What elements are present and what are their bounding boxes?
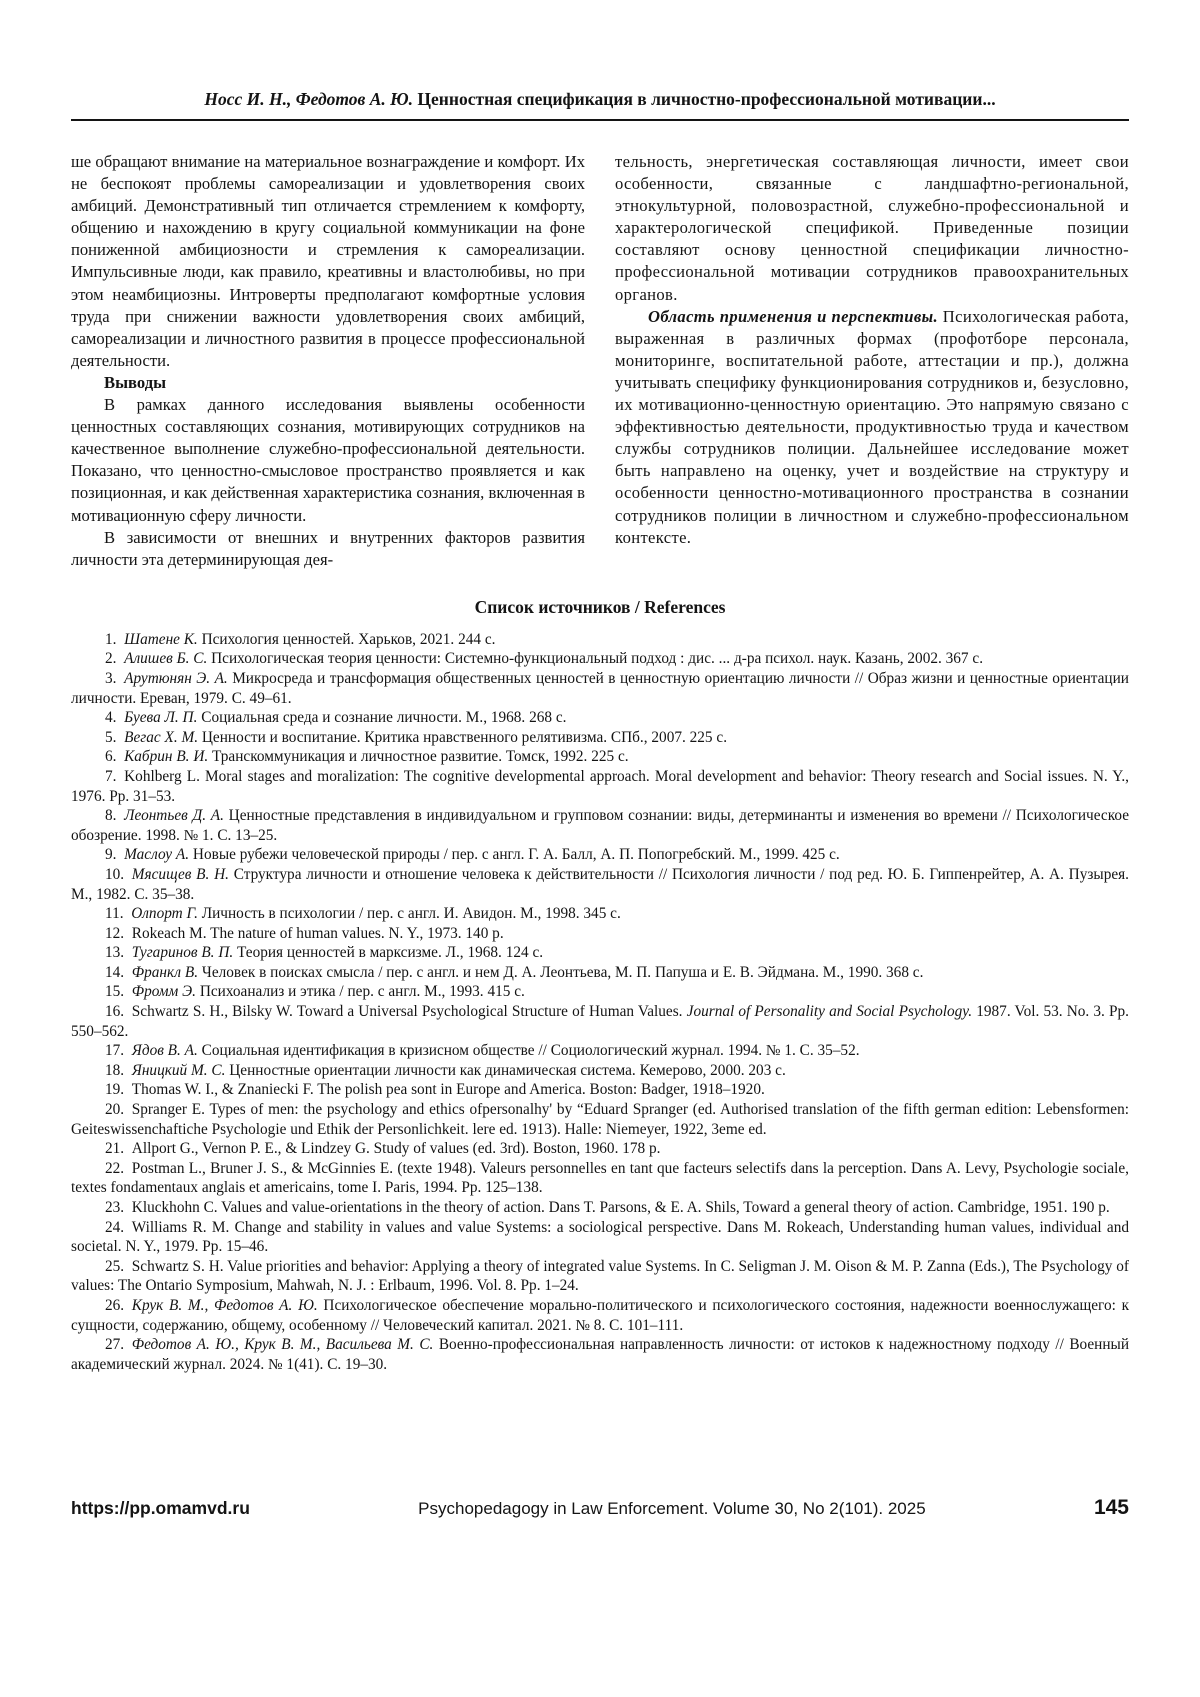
paragraph: В рамках данного исследования выявлены особенности ценностных составляющих сознания, мотивирующих сотрудников на качественное выполнение служебно-профессиональной деятельности. Показано, что ценностно-смысловое пространство проявляется и как позиционная, и как действенная характеристика сознания, включенная в мотивационную сферу личности. — [71, 395, 585, 525]
reference-authors: Фромм Э. — [131, 983, 196, 1001]
reference-item — [71, 1139, 1129, 1159]
reference-text: Психология ценностей. Харьков, 2021. 244 с. — [197, 630, 496, 648]
reference-item — [71, 924, 1129, 944]
reference-item — [71, 845, 1129, 865]
journal-url: https://pp.omamvd.ru — [71, 1498, 250, 1518]
reference-text: Kohlberg L. Moral stages and moralization: The cognitive developmental approach. Moral development and behavior: Theory research and Social issues. N. Y., 1976. Pp. 31–53. — [71, 767, 1129, 805]
reference-text: Микросреда и трансформация общественных ценностей в ценностную ориентацию личности // Образ жизни и ценностные ориентации личности. Ереван, 1979. С. 49–61. — [71, 669, 1129, 707]
reference-authors: Кабрин В. И. — [124, 748, 209, 766]
reference-number: 17. — [105, 1042, 132, 1060]
reference-text: Социальная среда и сознание личности. М., 1968. 268 с. — [197, 709, 567, 727]
reference-item — [71, 1061, 1129, 1081]
article-body — [71, 151, 1129, 571]
section-heading-conclusions: Выводы — [104, 372, 167, 392]
reference-authors: Journal of Personality and Social Psychology. — [686, 1003, 973, 1021]
reference-authors: Ядов В. А. — [131, 1042, 198, 1060]
reference-item — [71, 963, 1129, 983]
reference-item — [71, 1257, 1129, 1296]
reference-item — [71, 1218, 1129, 1257]
paragraph-continuation: ше обращают внимание на материальное вознаграждение и комфорт. Их не беспокоят проблемы самореализации и удовлетворения своих амбиций. Демонстративный тип отличается стремлением к комфорту, общению и нахождению в кругу социальной коммуникации на фоне пониженной амбициозности и стремления к самореализации. Импульсивные люди, как правило, креативны и властолюбивы, но при этом неамбициозны. Интроверты предполагают комфортные условия труда при снижении важности удовлетворения своих амбиций, самореализации и личностного развития в процессе профессиональной деятельности. — [71, 152, 585, 370]
references-heading: Список источников / References — [474, 596, 726, 617]
reference-number: 15. — [105, 983, 132, 1001]
reference-authors: Федотов А. Ю., Крук В. М., Васильева М. С. — [131, 1336, 434, 1354]
reference-text: Теория ценностей в марксизме. Л., 1968. 124 с. — [233, 944, 544, 962]
reference-number: 3. — [105, 669, 125, 687]
reference-number: 14. — [105, 963, 132, 981]
reference-authors: Олпорт Г. — [131, 905, 198, 923]
reference-number: 4. — [105, 709, 125, 727]
reference-text: Человек в поисках смысла / пер. с англ. и нем Д. А. Леонтьева, М. П. Папуша и Е. В. Эйдмана. М., 1990. 368 с. — [198, 963, 924, 981]
run-in-heading-application: Область применения и перспективы. — [648, 306, 938, 326]
paragraph: В зависимости от внешних и внутренних факторов развития личности эта детерминирующая дея- — [71, 527, 585, 569]
reference-item — [71, 1100, 1129, 1139]
reference-authors: Леонтьев Д. А. — [124, 807, 224, 825]
reference-number: 11. — [105, 905, 132, 923]
reference-number: 26. — [105, 1296, 132, 1314]
running-header-title: Ценностная спецификация в личностно-профессиональной мотивации... — [413, 89, 996, 109]
reference-item — [71, 904, 1129, 924]
reference-text: Новые рубежи человеческой природы / пер. с англ. Г. А. Балл, А. П. Попогребский. М., 1999. 425 с. — [189, 846, 840, 864]
reference-text: Транскоммуникация и личностное развитие. Томск, 1992. 225 с. — [208, 748, 629, 766]
reference-authors: Вегас Х. М. — [124, 728, 199, 746]
reference-number: 9. — [105, 846, 125, 864]
reference-text: Schwartz S. H., Bilsky W. Toward a Universal Psychological Structure of Human Values. — [131, 1003, 687, 1021]
reference-text: Ценности и воспитание. Критика нравственного релятивизма. СПб., 2007. 225 с. — [198, 728, 728, 746]
reference-item — [71, 806, 1129, 845]
reference-number: 24. — [105, 1218, 132, 1236]
reference-text: Thomas W. I., & Znaniecki F. The polish pea sont in Europe and America. Boston: Badger, 1918–1920. — [131, 1081, 765, 1099]
reference-text: Психоанализ и этика / пер. с англ. М., 1993. 415 с. — [196, 983, 525, 1001]
reference-item — [71, 669, 1129, 708]
reference-number: 5. — [105, 728, 125, 746]
running-header — [71, 88, 1129, 121]
reference-text: Личность в психологии / пер. с англ. И. Авидон. М., 1998. 345 с. — [197, 905, 621, 923]
reference-text: Социальная идентификация в кризисном обществе // Социологический журнал. 1994. № 1. С. 35–52. — [197, 1042, 860, 1060]
reference-number: 10. — [105, 865, 132, 883]
reference-text: Schwartz S. H. Value priorities and behavior: Applying a theory of integrated value Systems. In C. Seligman J. M. Oison & M. P. Zanna (Eds.), The Psychology of values: The Ontario Symposium, Mahwah, N. J. : Erlbaum, 1996. Vol. 8. Pp. 1–24. — [71, 1257, 1129, 1295]
reference-item — [71, 1198, 1129, 1218]
reference-text: Spranger E. Types of men: the psychology and ethics ofpersonalhy' by “Eduard Spranger (ed. Authorised translation of the fifth german edition: Lebensformen: Geiteswissenchaftiche Psychologie und Ethik der Personlichkeit. lere ed. 1913). Halle: Niemeyer, 1922, 3eme ed. — [71, 1101, 1129, 1138]
reference-authors: Тугаринов В. П. — [131, 944, 234, 962]
reference-number: 22. — [105, 1159, 132, 1177]
paragraph-application — [615, 306, 1129, 549]
reference-authors: Мясищев В. Н. — [131, 865, 229, 883]
reference-number: 19. — [105, 1081, 132, 1099]
reference-item — [71, 1041, 1129, 1061]
reference-item — [71, 943, 1129, 963]
journal-info: Psychopedagogy in Law Enforcement. Volume 30, No 2(101). 2025 — [418, 1499, 926, 1518]
reference-number: 18. — [105, 1061, 132, 1079]
page-number: 145 — [1093, 1496, 1129, 1519]
running-header-authors: Носс И. Н., Федотов А. Ю. — [204, 89, 414, 109]
reference-text: Ценностные представления в индивидуальном и групповом сознании: виды, детерминанты и изменения во времени // Психологическое обозрение. 1998. № 1. С. 13–25. — [71, 807, 1129, 844]
reference-item — [71, 1080, 1129, 1100]
reference-text: Rokeach M. The nature of human values. N. Y., 1973. 140 p. — [131, 924, 504, 942]
reference-number: 7. — [105, 767, 125, 785]
reference-item — [71, 1296, 1129, 1335]
reference-number: 8. — [105, 807, 125, 825]
reference-text: Kluckhohn C. Values and value-orientations in the theory of action. Dans T. Parsons, & E. A. Shils, Toward a general theory of action. Cambridge, 1951. 190 p. — [131, 1199, 1110, 1216]
reference-number: 12. — [105, 924, 132, 942]
reference-item — [71, 630, 1129, 650]
reference-authors: Яницкий М. С. — [131, 1061, 226, 1079]
reference-number: 1. — [105, 630, 125, 648]
reference-item — [71, 708, 1129, 728]
reference-authors: Алишев Б. С. — [124, 650, 208, 668]
reference-item — [71, 1335, 1129, 1374]
reference-authors: Франкл В. — [131, 963, 199, 981]
page-footer — [71, 1496, 1129, 1520]
reference-text: Williams R. M. Change and stability in values and value Systems: a sociological perspective. Dans M. Rokeach, Understanding human values, individual and societal. N. Y., 1979. Pp. 15–46. — [71, 1218, 1129, 1256]
reference-number: 13. — [105, 944, 132, 962]
reference-number: 16. — [105, 1003, 132, 1021]
reference-item — [71, 865, 1129, 904]
reference-text: Структура личности и отношение человека к действительности // Психология личности / под ред. Ю. Б. Гиппенрейтер, А. А. Пузырея. М., 1982. С. 35–38. — [71, 865, 1129, 903]
reference-item — [71, 649, 1129, 669]
reference-item — [71, 767, 1129, 806]
paragraph-text: Психологическая работа, выраженная в различных формах (профотборе персонала, мониторинге, воспитательной работе, аттестации и пр.), должна учитывать специфику функционирования сотрудников и, безусловно, их мотивационно-ценностную ориентацию. Это напрямую связано с эффективностью деятельности, продуктивностью труда и качеством службы сотрудников полиции. Дальнейшее исследование может быть направлено на оценку, учет и воздействие на структуру и особенности ценностно-мотивационного пространства в сознании сотрудников полиции в личностном и служебно-профессиональном контексте. — [615, 306, 1129, 547]
paragraph-continuation: тельность, энергетическая составляющая личности, имеет свои особенности, связанные с ландшафтно-региональной, этнокультурной, половозрастной, служебно-профессиональной и характерологической спецификой. Приведенные позиции составляют основу ценностной спецификации личностно-профессиональной мотивации сотрудников правоохранительных органов. — [615, 152, 1129, 304]
reference-authors: Арутюнян Э. А. — [124, 669, 228, 687]
reference-text: Ценностные ориентации личности как динамическая система. Кемерово, 2000. 203 с. — [225, 1061, 786, 1079]
reference-text: Allport G., Vernon P. E., & Lindzey G. Study of values (ed. 3rd). Boston, 1960. 178 p. — [131, 1140, 661, 1158]
left-column — [71, 151, 585, 571]
reference-number: 6. — [105, 748, 125, 766]
reference-number: 2. — [105, 650, 125, 668]
reference-text: Психологическая теория ценности: Системно-функциональный подход : дис. ... д-ра психол. наук. Казань, 2002. 367 с. — [207, 650, 984, 668]
reference-authors: Маслоу А. — [124, 846, 190, 864]
reference-number: 27. — [105, 1336, 132, 1354]
reference-item — [71, 747, 1129, 767]
reference-text: Психологическое обеспечение морально-политического и психологического состояния, надежности военнослужащего: к сущности, содержанию, общему, особенному // Человеческий капитал. 2021. № 8. С. 101–111. — [71, 1296, 1129, 1334]
reference-authors: Шатене К. — [124, 630, 198, 648]
reference-text: Postman L., Bruner J. S., & McGinnies E. (texte 1948). Valeurs personnelles en tant que facteurs selectifs dans la perception. Dans A. Levy, Psychologie sociale, textes fondamentaux anglais et americains, tome I. Paris, 1994. Pp. 125–138. — [71, 1159, 1129, 1197]
reference-number: 20. — [105, 1101, 132, 1119]
reference-authors: Крук В. М., Федотов А. Ю. — [131, 1296, 318, 1314]
reference-text: Военно-профессиональная направленность личности: от истоков к надежностному подходу // Военный академический журнал. 2024. № 1(41). С. 19–30. — [71, 1336, 1130, 1373]
right-column — [615, 151, 1129, 571]
references-list — [71, 630, 1129, 1375]
reference-number: 23. — [105, 1199, 132, 1216]
reference-number: 21. — [105, 1140, 132, 1158]
reference-item — [71, 982, 1129, 1002]
reference-text: 1987. Vol. 53. No. 3. Pp. 550–562. — [71, 1003, 1129, 1040]
reference-item — [71, 728, 1129, 748]
reference-item — [71, 1002, 1129, 1041]
reference-item — [71, 1159, 1129, 1198]
reference-authors: Буева Л. П. — [124, 709, 198, 727]
reference-number: 25. — [105, 1257, 132, 1275]
